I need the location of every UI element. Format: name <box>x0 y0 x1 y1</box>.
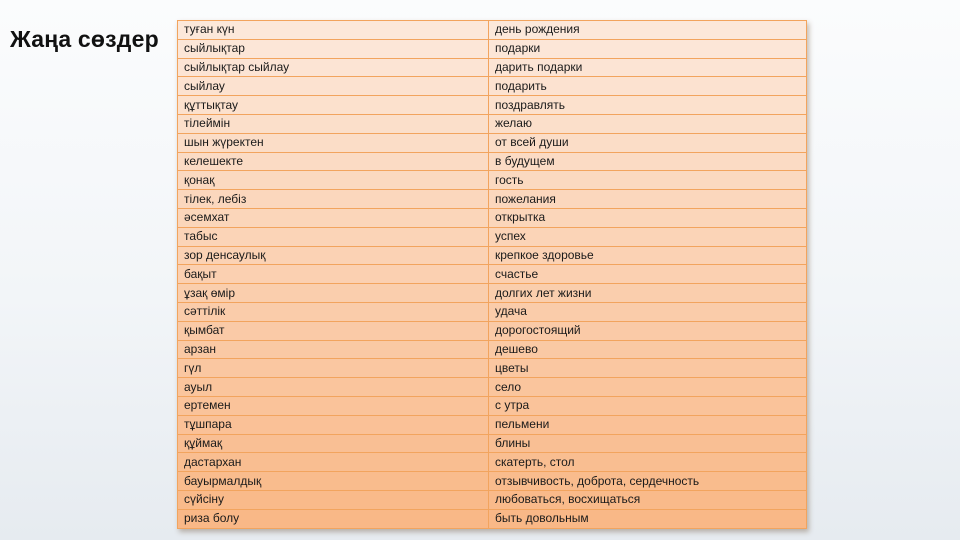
table-row <box>178 302 807 321</box>
table-row <box>178 434 807 453</box>
kazakh-word-cell: гүл <box>178 359 489 378</box>
kazakh-word-cell: келешекте <box>178 152 489 171</box>
russian-translation-cell: в будущем <box>489 152 807 171</box>
table-row <box>178 265 807 284</box>
russian-translation-cell: желаю <box>489 114 807 133</box>
table-row <box>178 133 807 152</box>
russian-translation-cell: блины <box>489 434 807 453</box>
table-row <box>178 415 807 434</box>
vocabulary-table <box>177 20 807 529</box>
kazakh-word-cell: риза болу <box>178 509 489 528</box>
kazakh-word-cell: шын жүректен <box>178 133 489 152</box>
table-row <box>178 246 807 265</box>
russian-translation-cell: село <box>489 378 807 397</box>
table-row <box>178 472 807 491</box>
russian-translation-cell: быть довольным <box>489 509 807 528</box>
russian-translation-cell: скатерть, стол <box>489 453 807 472</box>
table-row <box>178 190 807 209</box>
russian-translation-cell: подарки <box>489 39 807 58</box>
kazakh-word-cell: сыйлықтар <box>178 39 489 58</box>
table-row <box>178 114 807 133</box>
table-row <box>178 453 807 472</box>
kazakh-word-cell: сүйсіну <box>178 490 489 509</box>
russian-translation-cell: успех <box>489 227 807 246</box>
table-row <box>178 378 807 397</box>
kazakh-word-cell: сәттілік <box>178 302 489 321</box>
kazakh-word-cell: ертемен <box>178 396 489 415</box>
russian-translation-cell: подарить <box>489 77 807 96</box>
table-row <box>178 152 807 171</box>
table-row <box>178 96 807 115</box>
russian-translation-cell: дешево <box>489 340 807 359</box>
kazakh-word-cell: әсемхат <box>178 208 489 227</box>
table-row <box>178 39 807 58</box>
kazakh-word-cell: ұзақ өмір <box>178 284 489 303</box>
kazakh-word-cell: табыс <box>178 227 489 246</box>
kazakh-word-cell: туған күн <box>178 21 489 40</box>
russian-translation-cell: поздравлять <box>489 96 807 115</box>
table-row <box>178 77 807 96</box>
kazakh-word-cell: сыйлау <box>178 77 489 96</box>
table-row <box>178 490 807 509</box>
russian-translation-cell: гость <box>489 171 807 190</box>
slide-title: Жаңа сөздер <box>10 26 159 52</box>
kazakh-word-cell: тілек, лебіз <box>178 190 489 209</box>
russian-translation-cell: удача <box>489 302 807 321</box>
kazakh-word-cell: бақыт <box>178 265 489 284</box>
russian-translation-cell: крепкое здоровье <box>489 246 807 265</box>
russian-translation-cell: от всей души <box>489 133 807 152</box>
table-row <box>178 21 807 40</box>
table-row <box>178 227 807 246</box>
russian-translation-cell: долгих лет жизни <box>489 284 807 303</box>
table-row <box>178 396 807 415</box>
table-row <box>178 509 807 528</box>
kazakh-word-cell: сыйлықтар сыйлау <box>178 58 489 77</box>
kazakh-word-cell: ауыл <box>178 378 489 397</box>
kazakh-word-cell: құттықтау <box>178 96 489 115</box>
table-row <box>178 171 807 190</box>
kazakh-word-cell: зор денсаулық <box>178 246 489 265</box>
kazakh-word-cell: дастархан <box>178 453 489 472</box>
russian-translation-cell: дорогостоящий <box>489 321 807 340</box>
russian-translation-cell: с утра <box>489 396 807 415</box>
kazakh-word-cell: арзан <box>178 340 489 359</box>
russian-translation-cell: цветы <box>489 359 807 378</box>
table-row <box>178 284 807 303</box>
table-row <box>178 321 807 340</box>
table-row <box>178 208 807 227</box>
russian-translation-cell: пожелания <box>489 190 807 209</box>
russian-translation-cell: счастье <box>489 265 807 284</box>
table-row <box>178 359 807 378</box>
russian-translation-cell: отзывчивость, доброта, сердечность <box>489 472 807 491</box>
kazakh-word-cell: бауырмалдық <box>178 472 489 491</box>
russian-translation-cell: открытка <box>489 208 807 227</box>
kazakh-word-cell: тұшпара <box>178 415 489 434</box>
table-row <box>178 340 807 359</box>
russian-translation-cell: пельмени <box>489 415 807 434</box>
kazakh-word-cell: қонақ <box>178 171 489 190</box>
kazakh-word-cell: қымбат <box>178 321 489 340</box>
russian-translation-cell: любоваться, восхищаться <box>489 490 807 509</box>
russian-translation-cell: день рождения <box>489 21 807 40</box>
kazakh-word-cell: құймақ <box>178 434 489 453</box>
table-row <box>178 58 807 77</box>
vocabulary-table-body <box>178 21 807 529</box>
kazakh-word-cell: тілеймін <box>178 114 489 133</box>
russian-translation-cell: дарить подарки <box>489 58 807 77</box>
